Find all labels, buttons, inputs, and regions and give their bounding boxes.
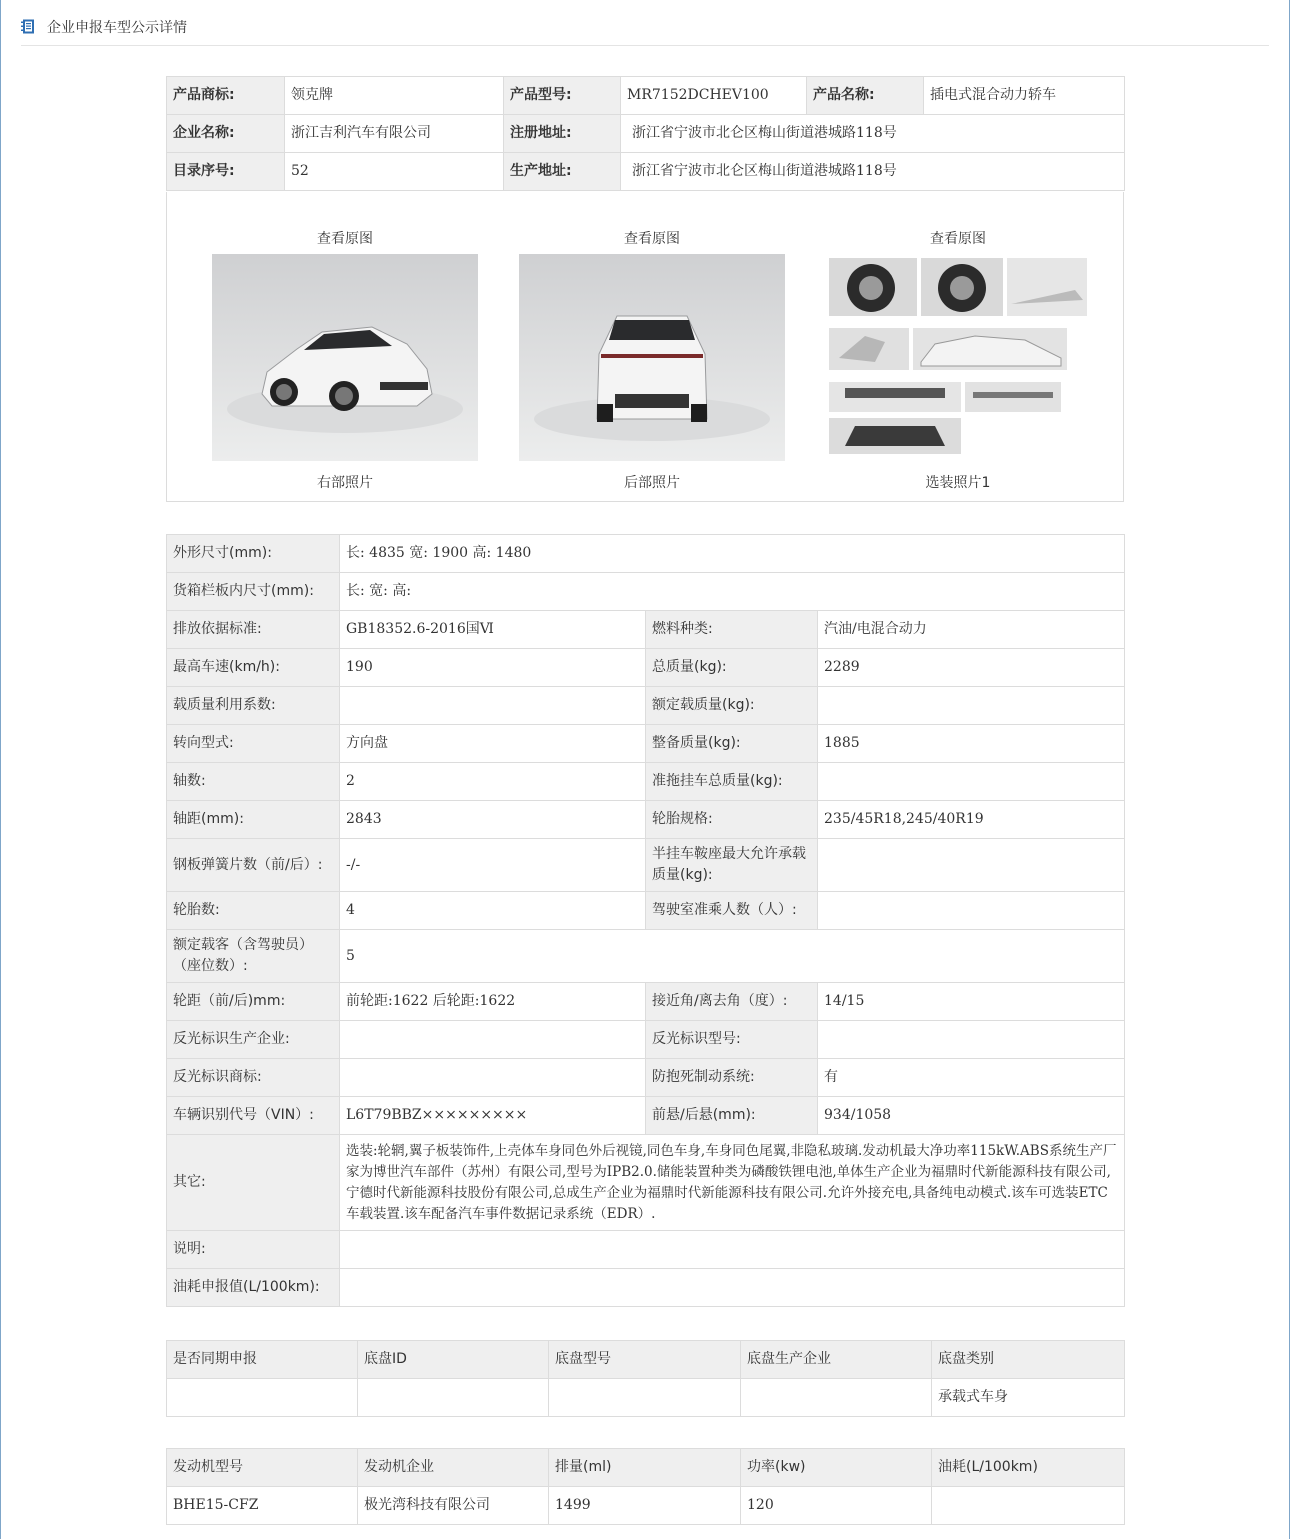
wheelbase-label: 轴距(mm): (167, 801, 340, 839)
tire-count-label: 轮胎数: (167, 892, 340, 930)
table-row (167, 1021, 1125, 1059)
table-row (167, 1379, 1125, 1417)
total-mass-label: 总质量(kg): (646, 649, 818, 687)
steering-label: 转向型式: (167, 725, 340, 763)
saddle-label: 半挂车鞍座最大允许承载质量(kg): (646, 839, 818, 892)
table-row (167, 763, 1125, 801)
car-rear-photo[interactable] (519, 254, 785, 461)
brand-label: 产品商标: (167, 77, 285, 115)
wheelbase-value: 2843 (340, 801, 646, 839)
photo-caption: 右部照片 (317, 475, 373, 491)
page-header (21, 0, 1269, 46)
column-header: 油耗(L/100km) (932, 1449, 1125, 1487)
load-coef-value (340, 687, 646, 725)
trailer-mass-value (818, 763, 1125, 801)
spring-value: -/- (340, 839, 646, 892)
reflector-brand-label: 反光标识商标: (167, 1059, 340, 1097)
column-header: 底盘生产企业 (741, 1341, 932, 1379)
total-mass-value: 2289 (818, 649, 1125, 687)
abs-value: 有 (818, 1059, 1125, 1097)
table-row (167, 611, 1125, 649)
trailer-mass-label: 准拖挂车总质量(kg): (646, 763, 818, 801)
table-row (167, 115, 1125, 153)
note-value (340, 1231, 1125, 1269)
table-row (167, 801, 1125, 839)
table-cell: BHE15-CFZ (167, 1487, 358, 1525)
company-label: 企业名称: (167, 115, 285, 153)
curb-mass-value: 1885 (818, 725, 1125, 763)
vin-value: L6T79BBZ××××××××× (340, 1097, 646, 1135)
cargo-label: 货箱栏板内尺寸(mm): (167, 573, 340, 611)
dims-value: 长: 4835 宽: 1900 高: 1480 (340, 535, 1125, 573)
table-cell: 1499 (549, 1487, 741, 1525)
photo-caption: 选装照片1 (925, 475, 991, 491)
book-icon (21, 19, 35, 34)
catalog-value: 52 (285, 153, 504, 191)
table-row (167, 77, 1125, 115)
table-row (167, 983, 1125, 1021)
axles-label: 轴数: (167, 763, 340, 801)
cargo-value: 长: 宽: 高: (340, 573, 1125, 611)
reflector-model-label: 反光标识型号: (646, 1021, 818, 1059)
table-row (167, 1097, 1125, 1135)
catalog-label: 目录序号: (167, 153, 285, 191)
column-header: 排量(ml) (549, 1449, 741, 1487)
table-row (167, 1269, 1125, 1307)
model-label: 产品型号: (504, 77, 621, 115)
seats-value: 5 (340, 930, 1125, 983)
photo-gallery (166, 192, 1124, 502)
emission-label: 排放依据标准: (167, 611, 340, 649)
track-value: 前轮距:1622 后轮距:1622 (340, 983, 646, 1021)
reg-addr-value: 浙江省宁波市北仑区梅山街道港城路118号 (621, 115, 1125, 153)
note-label: 说明: (167, 1231, 340, 1269)
table-cell: 120 (741, 1487, 932, 1525)
page-title: 企业申报车型公示详情 (47, 20, 187, 36)
table-row (167, 535, 1125, 573)
tire-spec-label: 轮胎规格: (646, 801, 818, 839)
fuel-consumption-label: 油耗申报值(L/100km): (167, 1269, 340, 1307)
table-row (167, 573, 1125, 611)
product-name-value: 插电式混合动力轿车 (924, 77, 1125, 115)
view-original-link[interactable]: 查看原图 (624, 231, 680, 247)
company-value: 浙江吉利汽车有限公司 (285, 115, 504, 153)
angle-value: 14/15 (818, 983, 1125, 1021)
curb-mass-label: 整备质量(kg): (646, 725, 818, 763)
reflector-model-value (818, 1021, 1125, 1059)
photo-caption: 后部照片 (624, 475, 680, 491)
cab-seats-label: 驾驶室准乘人数（人）: (646, 892, 818, 930)
track-label: 轮距（前/后)mm: (167, 983, 340, 1021)
cab-seats-value (818, 892, 1125, 930)
fuel-type-value: 汽油/电混合动力 (818, 611, 1125, 649)
axles-value: 2 (340, 763, 646, 801)
table-row (167, 649, 1125, 687)
angle-label: 接近角/离去角（度）: (646, 983, 818, 1021)
reflector-brand-value (340, 1059, 646, 1097)
column-header: 底盘型号 (549, 1341, 741, 1379)
table-row (167, 687, 1125, 725)
table-row (167, 930, 1125, 983)
option-collage-photo[interactable] (825, 254, 1091, 461)
tire-spec-value: 235/45R18,245/40R19 (818, 801, 1125, 839)
table-row (167, 1135, 1125, 1231)
view-original-link[interactable]: 查看原图 (930, 231, 986, 247)
tire-count-value: 4 (340, 892, 646, 930)
engine-table (166, 1448, 1125, 1525)
column-header: 底盘ID (358, 1341, 549, 1379)
table-header-row (167, 1341, 1125, 1379)
column-header: 是否同期申报 (167, 1341, 358, 1379)
table-cell: 承载式车身 (932, 1379, 1125, 1417)
column-header: 发动机型号 (167, 1449, 358, 1487)
prod-addr-label: 生产地址: (504, 153, 621, 191)
table-row (167, 1059, 1125, 1097)
column-header: 功率(kw) (741, 1449, 932, 1487)
overhang-value: 934/1058 (818, 1097, 1125, 1135)
product-name-label: 产品名称: (807, 77, 924, 115)
column-header: 发动机企业 (358, 1449, 549, 1487)
brand-value: 领克牌 (285, 77, 504, 115)
table-row (167, 725, 1125, 763)
model-value: MR7152DCHEV100 (621, 77, 807, 115)
table-row (167, 1487, 1125, 1525)
table-row (167, 839, 1125, 892)
car-right-photo[interactable] (212, 254, 478, 461)
other-value: 选装:轮辋,翼子板装饰件,上壳体车身同色外后视镜,同色车身,车身同色尾翼,非隐私玻璃.发动机最大净功率115kW.ABS系统生产厂家为博世汽车部件（苏州）有限公司,型号为IPB2.0.储能装置种类为磷酸铁锂电池,单体生产企业为福鼎时代新能源科技有限公司,宁德时代新能源科技股份有限公司,总成生产企业为福鼎时代新能源科技有限公司.允许外接充电,具备纯电动模式.该车可选装ETC车载装置.该车配备汽车事件数据记录系统（EDR）. (340, 1135, 1125, 1231)
table-cell (549, 1379, 741, 1417)
fuel-consumption-value (340, 1269, 1125, 1307)
other-label: 其它: (167, 1135, 340, 1231)
seats-label: 额定载客（含驾驶员）（座位数）: (167, 930, 340, 983)
load-coef-label: 载质量利用系数: (167, 687, 340, 725)
table-row (167, 892, 1125, 930)
view-original-link[interactable]: 查看原图 (317, 231, 373, 247)
table-row (167, 153, 1125, 191)
reflector-maker-label: 反光标识生产企业: (167, 1021, 340, 1059)
saddle-value (818, 839, 1125, 892)
spring-label: 钢板弹簧片数（前/后）: (167, 839, 340, 892)
spec-table (166, 534, 1125, 1307)
table-row (167, 1231, 1125, 1269)
rated-load-value (818, 687, 1125, 725)
table-cell (167, 1379, 358, 1417)
vin-label: 车辆识别代号（VIN）: (167, 1097, 340, 1135)
max-speed-value: 190 (340, 649, 646, 687)
reflector-maker-value (340, 1021, 646, 1059)
table-header-row (167, 1449, 1125, 1487)
overhang-label: 前悬/后悬(mm): (646, 1097, 818, 1135)
table-cell: 极光湾科技有限公司 (358, 1487, 549, 1525)
emission-value: GB18352.6-2016国Ⅵ (340, 611, 646, 649)
max-speed-label: 最高车速(km/h): (167, 649, 340, 687)
reg-addr-label: 注册地址: (504, 115, 621, 153)
column-header: 底盘类别 (932, 1341, 1125, 1379)
table-cell (358, 1379, 549, 1417)
prod-addr-value: 浙江省宁波市北仑区梅山街道港城路118号 (621, 153, 1125, 191)
table-cell (932, 1487, 1125, 1525)
fuel-type-label: 燃料种类: (646, 611, 818, 649)
basic-info-table (166, 76, 1125, 191)
rated-load-label: 额定载质量(kg): (646, 687, 818, 725)
chassis-table (166, 1340, 1125, 1417)
dims-label: 外形尺寸(mm): (167, 535, 340, 573)
table-cell (741, 1379, 932, 1417)
steering-value: 方向盘 (340, 725, 646, 763)
abs-label: 防抱死制动系统: (646, 1059, 818, 1097)
